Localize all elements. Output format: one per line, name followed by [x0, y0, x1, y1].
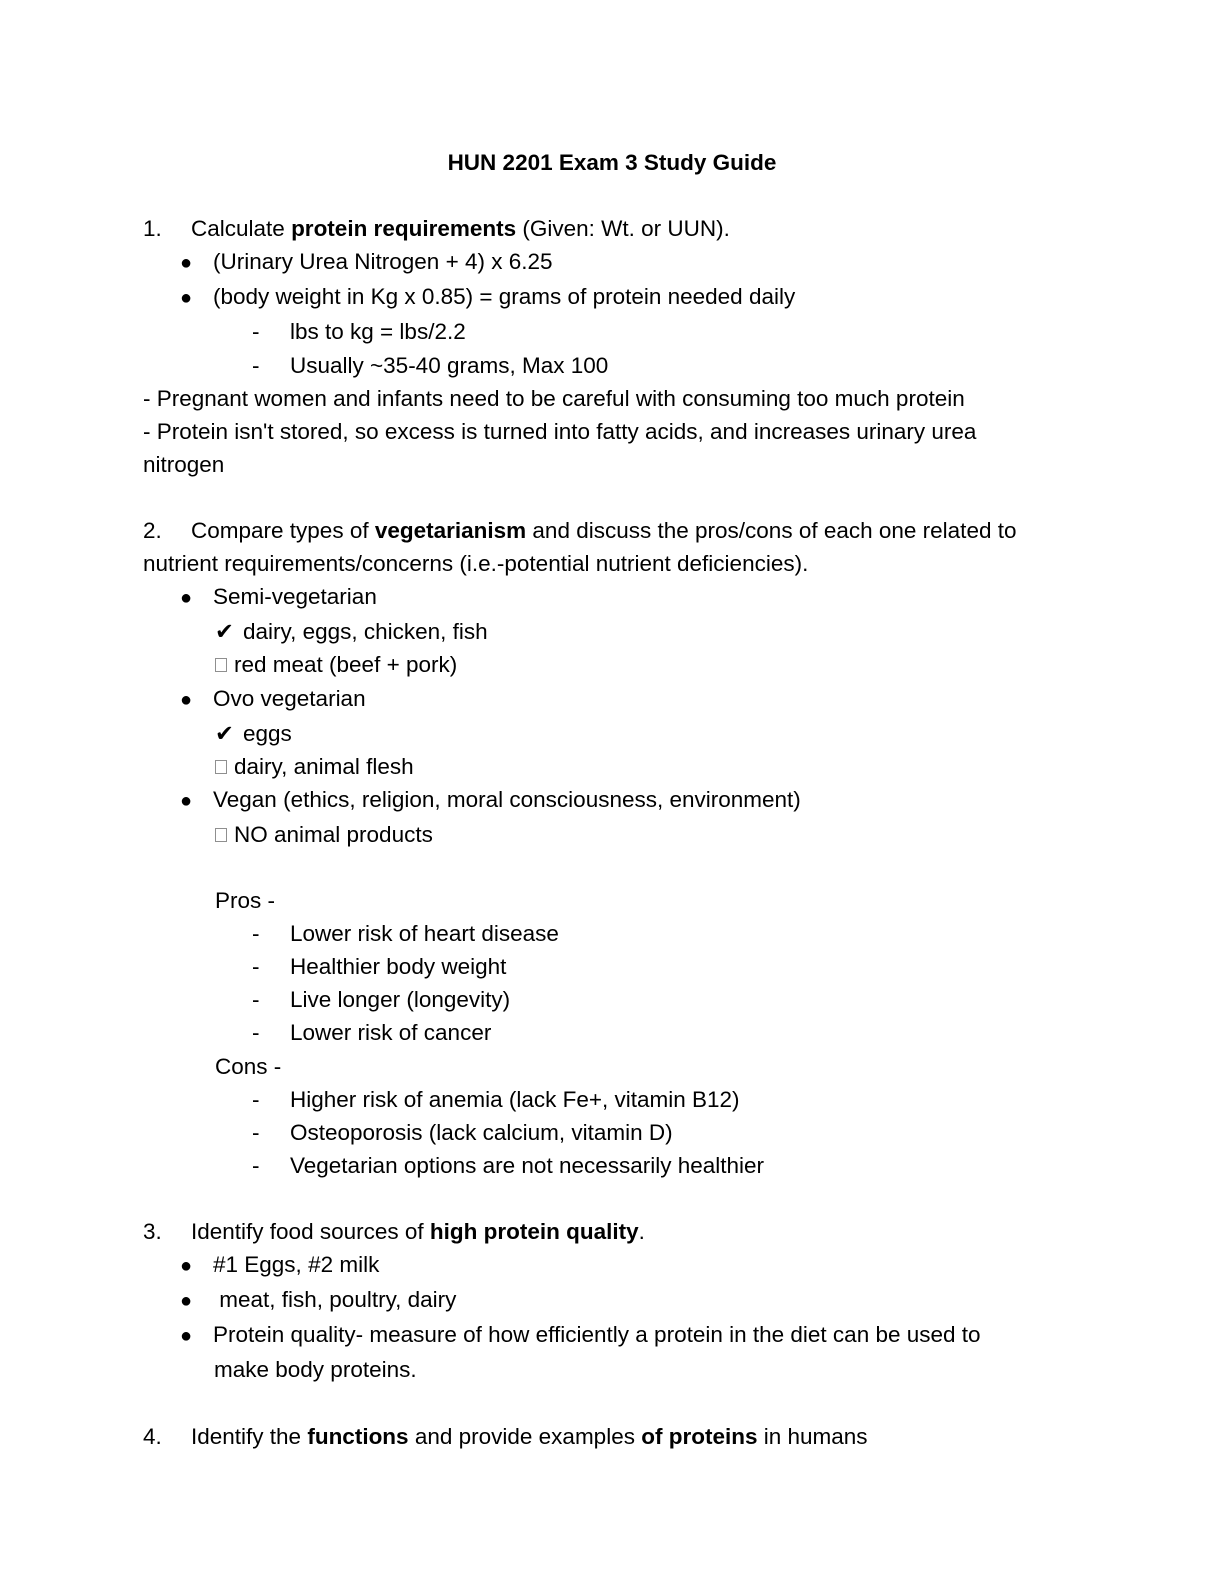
question-4-number: 4.	[143, 1423, 162, 1449]
pros-item	[143, 917, 1081, 950]
pros-item-text: Lower risk of heart disease	[290, 921, 559, 947]
q3-bullet-1-text: #1 Eggs, #2 milk	[213, 1252, 380, 1278]
bullet-icon: ●	[180, 252, 193, 275]
dash-icon: -	[252, 352, 260, 378]
dash-icon: -	[252, 921, 260, 947]
question-3-number: 3.	[143, 1219, 162, 1244]
q2-bullet-vegan	[143, 783, 1081, 818]
check-icon: ✔	[215, 720, 234, 746]
cons-item	[143, 1116, 1081, 1149]
question-3-text: Identify food sources of	[191, 1219, 430, 1244]
question-2-text: Compare types of	[191, 518, 375, 544]
q1-bullet-1	[143, 245, 1081, 280]
question-4-bold-text-2: of proteins	[641, 1423, 758, 1449]
q1-dash-2	[143, 349, 1081, 382]
cons-label: Cons -	[215, 1053, 282, 1079]
bullet-icon: ●	[180, 287, 193, 310]
question-2-text-end: and discuss the pros/cons of each one related to	[526, 518, 1017, 544]
question-3	[143, 1215, 1081, 1248]
pros-item-text: Live longer (longevity)	[290, 987, 511, 1013]
q3-bullet-3-text: Protein quality- measure of how efficiently a protein in the diet can be used to	[213, 1322, 981, 1348]
empty-checkbox-icon	[215, 760, 227, 774]
blank-line	[143, 179, 1081, 212]
pros-item	[143, 1016, 1081, 1049]
bullet-icon: ●	[180, 1290, 193, 1313]
question-1-bold-text: protein requirements	[291, 216, 517, 242]
pros-item-text: Lower risk of cancer	[290, 1020, 492, 1046]
q1-note-2: - Protein isn't stored, so excess is turned into fatty acids, and increases urinary urea	[143, 418, 977, 444]
blank-line	[143, 481, 1081, 514]
q2-ovo-vegetarian-included	[143, 717, 1081, 750]
q2-ovo-vegetarian-text: Ovo vegetarian	[213, 685, 366, 711]
cons-item-text: Higher risk of anemia (lack Fe+, vitamin B12)	[290, 1086, 740, 1112]
question-2-continuation: nutrient requirements/concerns (i.e.-potential nutrient deficiencies).	[143, 551, 809, 577]
q2-vegan-text: Vegan (ethics, religion, moral consciousness, environment)	[213, 786, 801, 812]
empty-checkbox-icon	[215, 658, 227, 672]
question-2	[143, 514, 1081, 547]
study-guide-title: HUN 2201 Exam 3 Study Guide	[447, 150, 777, 175]
q1-bullet-2-text: (body weight in Kg x 0.85) = grams of protein needed daily	[213, 284, 796, 310]
dash-icon: -	[252, 1152, 260, 1178]
q1-dash-2-text: Usually ~35-40 grams, Max 100	[290, 352, 609, 378]
q1-note-3: nitrogen	[143, 451, 225, 477]
q2-ovo-vegetarian-excluded-text: dairy, animal flesh	[234, 753, 414, 779]
dash-icon: -	[252, 319, 260, 345]
question-4-text: Identify the	[191, 1423, 308, 1449]
cons-item-text: Vegetarian options are not necessarily healthier	[290, 1152, 765, 1178]
blank-line	[143, 851, 1081, 884]
question-1-number: 1.	[143, 216, 162, 242]
q2-bullet-semi-vegetarian	[143, 580, 1081, 615]
blank-line	[143, 1386, 1081, 1419]
pros-item	[143, 983, 1081, 1016]
question-4-bold-text-1: functions	[307, 1423, 409, 1449]
cons-item-text: Osteoporosis (lack calcium, vitamin D)	[290, 1119, 673, 1145]
question-1	[143, 212, 1081, 245]
q1-dash-1-text: lbs to kg = lbs/2.2	[290, 319, 466, 345]
bullet-icon: ●	[180, 789, 193, 812]
question-3-bold-text: high protein quality	[429, 1219, 639, 1244]
q2-semi-vegetarian-excluded-text: red meat (beef + pork)	[234, 652, 458, 678]
question-2-number: 2.	[143, 518, 162, 544]
bullet-icon: ●	[180, 587, 193, 610]
check-icon: ✔	[215, 619, 234, 645]
pros-item-text: Healthier body weight	[290, 954, 507, 980]
q3-bullet-3	[143, 1318, 1081, 1353]
q2-semi-vegetarian-excluded	[143, 648, 1081, 681]
q2-semi-vegetarian-included-text: dairy, eggs, chicken, fish	[243, 619, 488, 645]
q2-ovo-vegetarian-excluded	[143, 750, 1081, 783]
q3-bullet-3-continuation: make body proteins.	[214, 1357, 417, 1383]
bullet-icon: ●	[180, 1255, 193, 1278]
q2-ovo-vegetarian-included-text: eggs	[243, 720, 292, 746]
question-1-text: Calculate	[191, 216, 292, 242]
q3-bullet-1	[143, 1248, 1081, 1283]
q2-semi-vegetarian-included	[143, 615, 1081, 648]
dash-icon: -	[252, 987, 260, 1013]
blank-line	[143, 1182, 1081, 1215]
pros-item	[143, 950, 1081, 983]
dash-icon: -	[252, 1119, 260, 1145]
q3-bullet-2	[143, 1283, 1081, 1318]
dash-icon: -	[252, 1086, 260, 1112]
dash-icon: -	[252, 954, 260, 980]
question-4	[143, 1420, 1081, 1453]
question-4-text-mid: and provide examples	[408, 1423, 642, 1449]
question-4-text-end: in humans	[757, 1423, 868, 1449]
q2-vegan-excluded	[143, 818, 1081, 851]
question-1-text-end: (Given: Wt. or UUN).	[516, 216, 730, 242]
q1-dash-1	[143, 315, 1081, 348]
empty-checkbox-icon	[215, 828, 227, 842]
dash-icon: -	[252, 1020, 260, 1046]
q1-bullet-2	[143, 280, 1081, 315]
bullet-icon: ●	[180, 688, 193, 711]
cons-item	[143, 1149, 1081, 1182]
q2-semi-vegetarian-text: Semi-vegetarian	[213, 584, 377, 610]
question-2-bold-text: vegetarianism	[374, 518, 527, 544]
q1-note-1: - Pregnant women and infants need to be careful with consuming too much protein	[143, 385, 965, 411]
pros-label: Pros -	[215, 888, 276, 914]
q2-vegan-excluded-text: NO animal products	[234, 821, 433, 847]
question-3-text-end: .	[638, 1219, 645, 1244]
q3-bullet-2-text: meat, fish, poultry, dairy	[213, 1287, 457, 1313]
q1-bullet-1-text: (Urinary Urea Nitrogen + 4) x 6.25	[213, 249, 553, 275]
q2-bullet-ovo-vegetarian	[143, 682, 1081, 717]
cons-item	[143, 1083, 1081, 1116]
bullet-icon: ●	[180, 1325, 193, 1348]
